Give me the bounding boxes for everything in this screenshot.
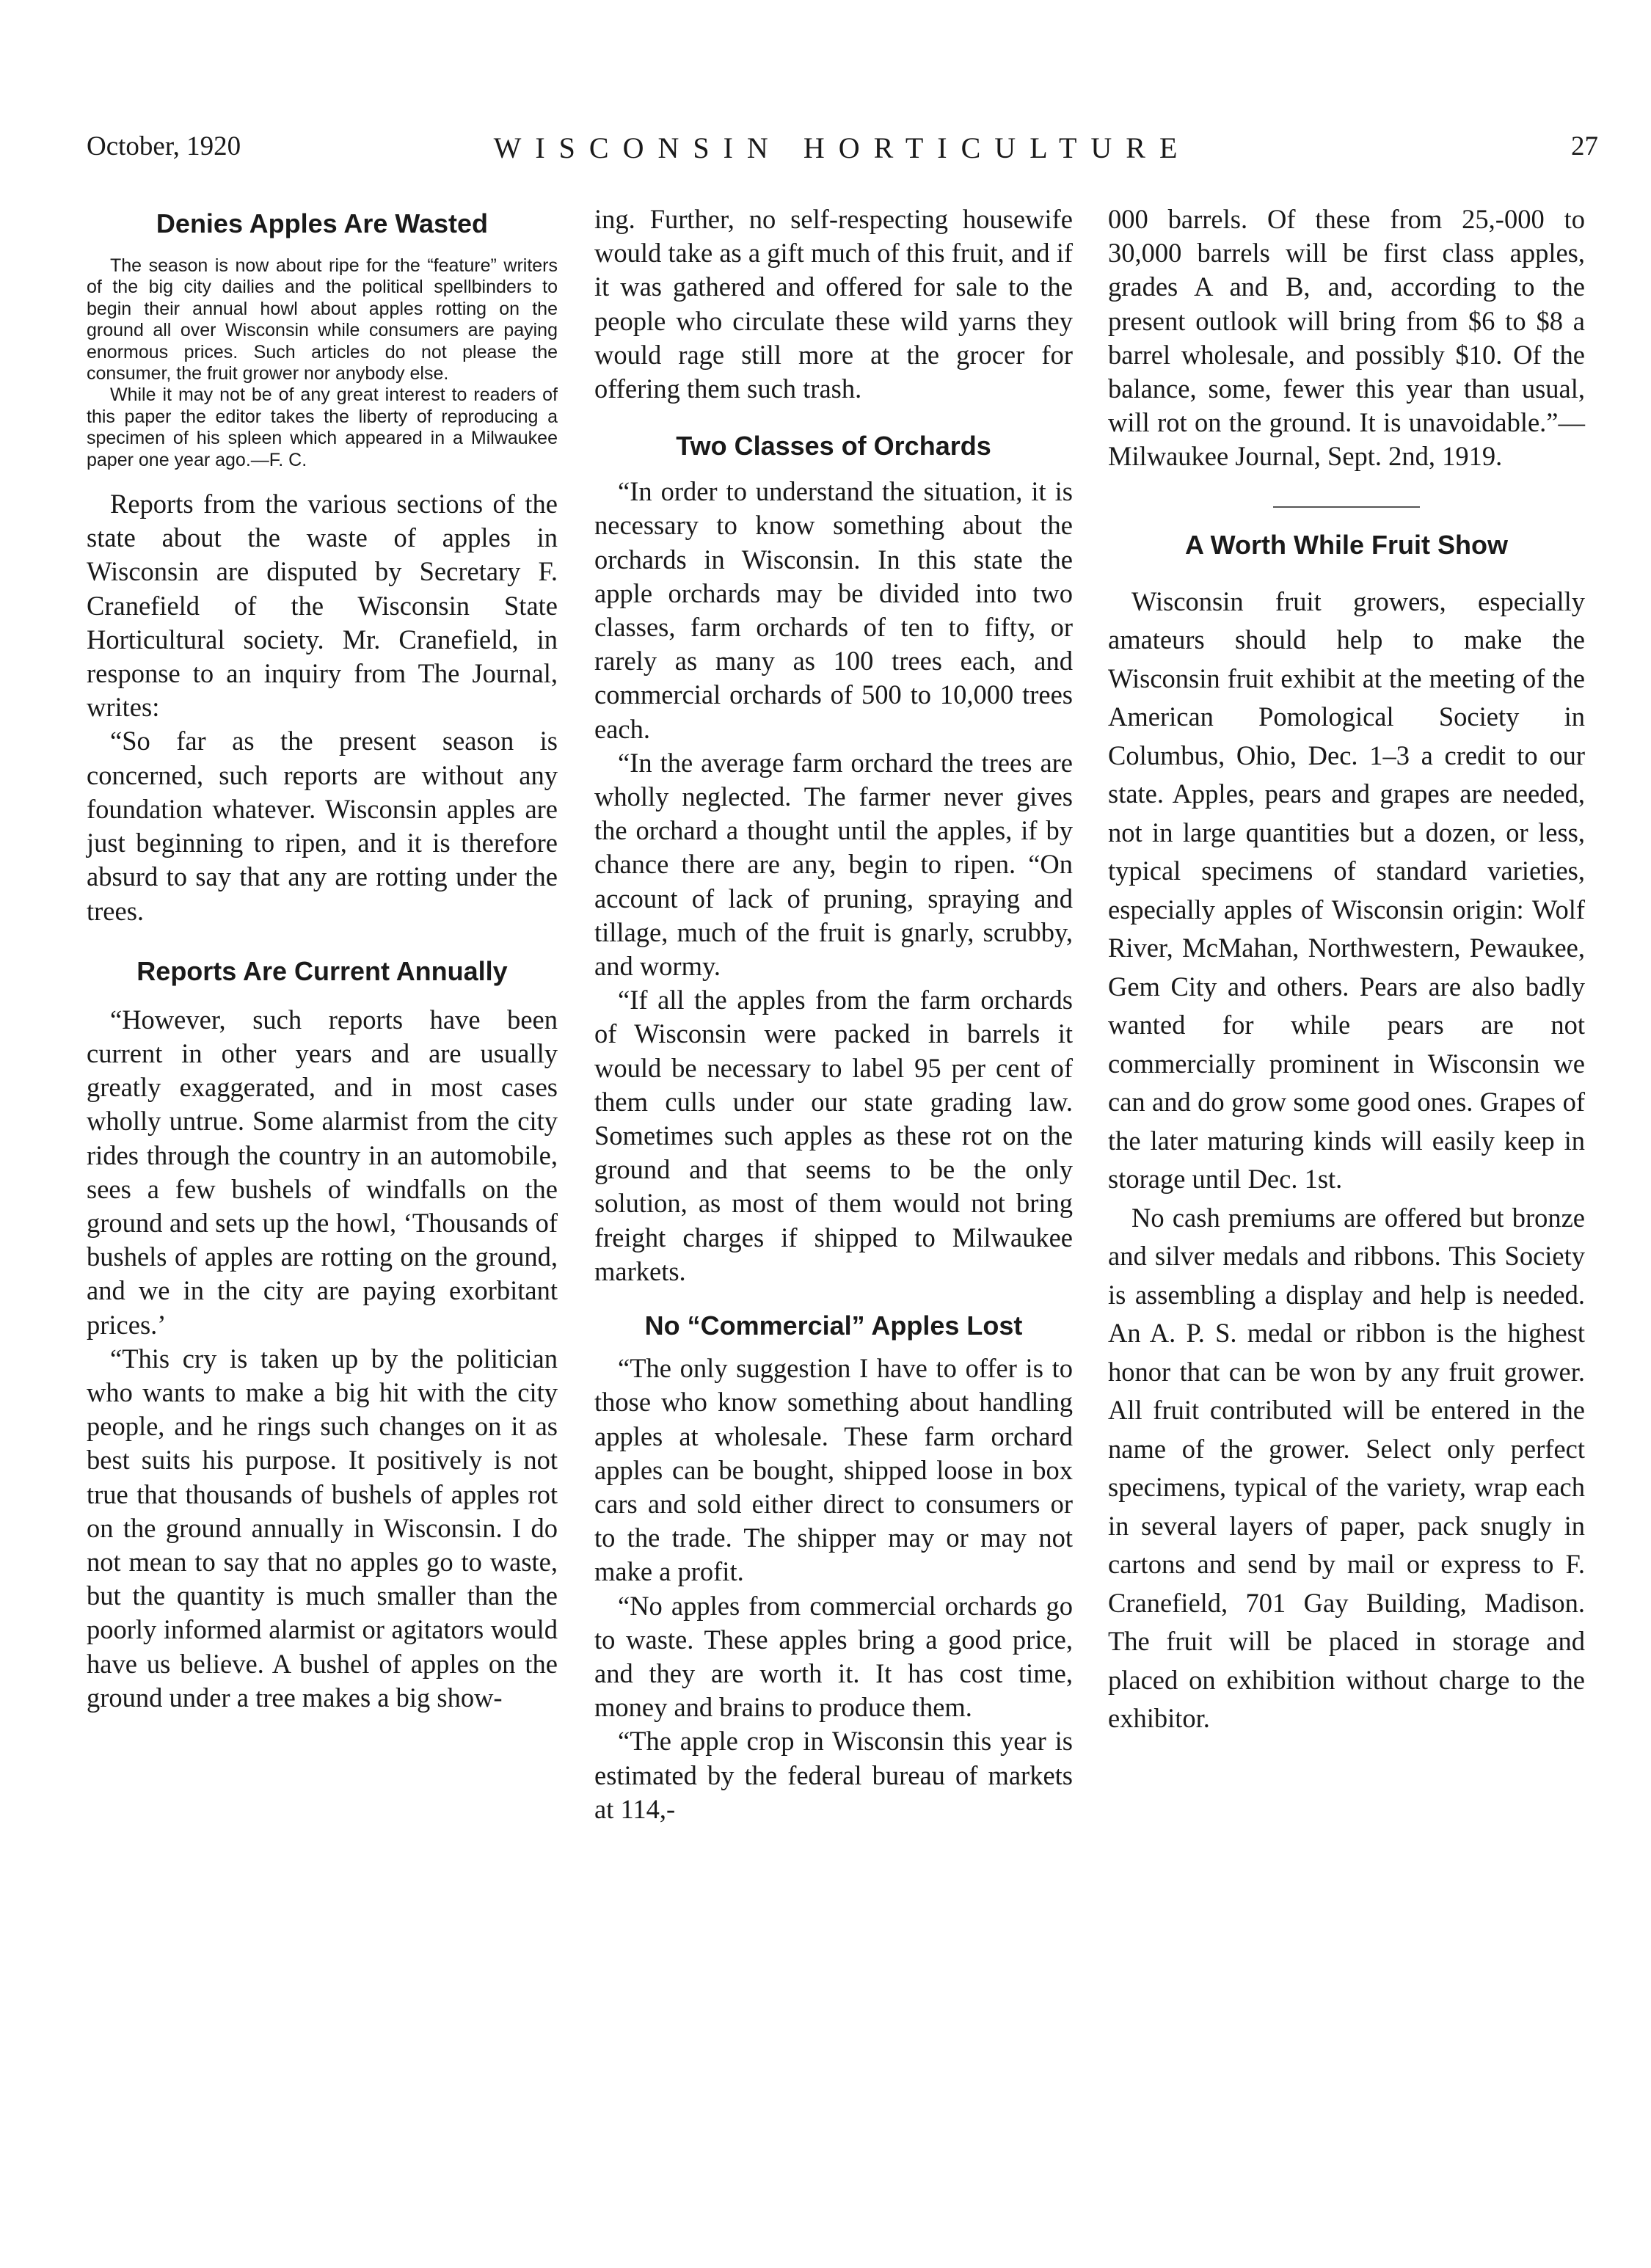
- paragraph: “The only suggestion I have to offer is to those who know something about handling apples at wholesale. These farm orchard apples can be bought, shipped loose in box cars and sold either direct to consumers or to the trade. The shipper may or may not make a profit.: [594, 1353, 1073, 1587]
- section-heading: A Worth While Fruit Show: [1185, 529, 1508, 560]
- editor-intro: The season is now about ripe for the “feature” writers of the big city dailies and the political spellbinders to begin their annual howl about apples rotting on the ground all over Wisconsin while consumers are paying enormous prices. Such articles do not please the consumer, the fruit grower nor anybody else.: [87, 255, 558, 384]
- section-divider: [1273, 506, 1420, 508]
- editor-note: While it may not be of any great interest to readers of this paper the editor takes the liberty of reproducing a specimen of his spleen which appeared in a Milwaukee paper one year ago.—F. C.: [87, 384, 558, 470]
- journal-title: WISCONSIN HORTICULTURE: [493, 131, 1192, 164]
- paragraph: No cash premiums are offered but bronze and silver medals and ribbons. This Society is assembling a display and help is needed. An A. P. S. medal or ribbon is the highest honor that can be won by any fruit grower. All fruit contributed will be entered in the name of the grower. Select only perfect specimens, typical of the variety, wrap each in several layers of paper, pack snugly in cartons and send by mail or express to F. Cranefield, 701 Gay Building, Madison. The fruit will be placed in storage and placed on exhibition without charge to the exhibitor.: [1108, 1202, 1585, 1734]
- paragraph: Reports from the various sections of the state about the waste of apples in Wisconsin are disputed by Secretary F. Cranefield of the Wisconsin State Horticultural society. Mr. Cranefield, in response to an inquiry from The Journal, writes:: [87, 489, 558, 723]
- page-number: 27: [1571, 131, 1598, 161]
- article-heading: Denies Apples Are Wasted: [156, 208, 489, 238]
- paragraph: “No apples from commercial orchards go to waste. These apples bring a good price, and they are worth it. It has cost time, money and brains to produce them.: [594, 1590, 1073, 1723]
- paragraph: “The apple crop in Wisconsin this year is estimated by the federal bureau of markets at 114,-: [594, 1726, 1073, 1824]
- section-heading: Reports Are Current Annually: [136, 955, 508, 986]
- paragraph: “If all the apples from the farm orchards of Wisconsin were packed in barrels it would be necessary to label 95 per cent of them culls under our state grading law. Sometimes such apples as these rot on the ground and that seems to be the only solution, as most of them would not bring freight charges if shipped to Milwaukee markets.: [594, 985, 1073, 1286]
- column-2: [594, 203, 1073, 1826]
- paragraph: ing. Further, no self-respecting housewife would take as a gift much of this fruit, and if it was gathered and offered for sale to the people who circulate these wild yarns they would rage still more at the grocer for offering them such trash.: [594, 204, 1073, 404]
- paragraph: “However, such reports have been current in other years and are usually greatly exaggerated, and in most cases wholly untrue. Some alarmist from the city rides through the country in an automobile, sees a few bushels of windfalls on the ground and sets up the howl, ‘Thousands of bushels of apples are rotting on the ground, and we in the city are paying exorbitant prices.’: [87, 1004, 558, 1340]
- paragraph: 000 barrels. Of these from 25,-000 to 30,000 barrels will be first class apples, grades A and B, and, according to the present outlook will bring from $6 to $8 a barrel wholesale, and possibly $10. Of the balance, some, fewer this year than usual, will rot on the ground. It is unavoidable.”— Milwaukee Journal, Sept. 2nd, 1919.: [1108, 204, 1585, 472]
- column-3: [1108, 203, 1585, 1738]
- paragraph: Wisconsin fruit growers, especially amateurs should help to make the Wisconsin fruit exhibit at the meeting of the American Pomological Society in Columbus, Ohio, Dec. 1–3 a credit to our state. Apples, pears and grapes are needed, not in large quantities but a dozen, or less, typical specimens of standard varieties, especially apples of Wisconsin origin: Wolf River, McMahan, Northwestern, Pewaukee, Gem City and others. Pears are also badly wanted for while pears are not commercially prominent in Wisconsin we can and do grow some good ones. Grapes of the later maturing kinds will easily keep in storage until Dec. 1st.: [1108, 586, 1585, 1195]
- section-heading: Two Classes of Orchards: [676, 431, 991, 462]
- paragraph: “In the average farm orchard the trees are wholly neglected. The farmer never gives the orchard a thought until the apples, if by chance there are any, begin to ripen. “On account of lack of pruning, spraying and tillage, much of the fruit is gnarly, scrubby, and wormy.: [594, 747, 1073, 982]
- column-1: [87, 203, 558, 1715]
- paragraph: “This cry is taken up by the politician who wants to make a big hit with the city people, and he rings such changes on it as best suits his purpose. It positively is not true that thousands of bushels of apples rot on the ground annually in Wisconsin. I do not mean to say that no apples go to waste, but the quantity is much smaller than the poorly informed alarmist or agitators would have us believe. A bushel of apples on the ground under a tree makes a big show-: [87, 1343, 558, 1713]
- paragraph: “In order to understand the situation, it is necessary to know something about the orchards in Wisconsin. In this state the apple orchards may be divided into two classes, farm orchards of ten to fifty, or rarely as many as 100 trees each, and commercial orchards of 500 to 10,000 trees each.: [594, 476, 1073, 744]
- paragraph: “So far as the present season is concerned, such reports are without any foundation whatever. Wisconsin apples are just beginning to ripen, and it is therefore absurd to say that any are rotting under the trees.: [87, 726, 558, 926]
- issue-date: October, 1920: [87, 131, 241, 161]
- running-header: [87, 131, 1598, 175]
- section-heading: No “Commercial” Apples Lost: [644, 1310, 1023, 1341]
